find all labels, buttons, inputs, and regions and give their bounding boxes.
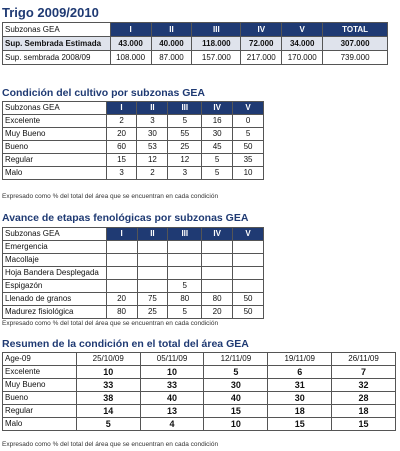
cell [137, 254, 168, 267]
cell: 5 [204, 366, 268, 379]
cell: 7 [332, 366, 396, 379]
cell: 10 [233, 167, 264, 180]
cell: 30 [202, 128, 233, 141]
note: Expresado como % del total del área que se encuentran en cada condición [2, 441, 219, 448]
cell: 14 [76, 405, 140, 418]
header-cell: IV [241, 23, 282, 37]
cell [233, 280, 264, 293]
cell: 31 [268, 379, 332, 392]
cell [137, 267, 168, 280]
header-cell: Age-09 [3, 353, 77, 366]
header-cell: III [168, 102, 202, 115]
cell: 60 [106, 141, 137, 154]
table-row [3, 37, 388, 51]
cell: 739.000 [323, 51, 388, 65]
row-label: Excelente [3, 115, 107, 128]
table-header-row [3, 102, 264, 115]
cell: 16 [202, 115, 233, 128]
cell: 170.000 [282, 51, 323, 65]
table-row [3, 405, 396, 418]
cell: 10 [76, 366, 140, 379]
table-row [3, 306, 264, 319]
table-row [3, 293, 264, 306]
row-label: Emergencia [3, 241, 107, 254]
row-label: Hoja Bandera Desplegada [3, 267, 107, 280]
cell: 80 [202, 293, 233, 306]
table-row [3, 379, 396, 392]
cell: 12 [137, 154, 168, 167]
cell: 5 [76, 418, 140, 431]
cell [233, 267, 264, 280]
cell: 3 [106, 167, 137, 180]
header-cell: I [106, 228, 137, 241]
header-cell: V [233, 102, 264, 115]
header-cell: Subzonas GEA [3, 228, 107, 241]
header-cell: III [168, 228, 202, 241]
cell [106, 280, 137, 293]
row-label: Regular [3, 154, 107, 167]
cell [106, 267, 137, 280]
row-label: Sup. sembrada 2008/09 [3, 51, 111, 65]
row-label: Macollaje [3, 254, 107, 267]
cell: 108.000 [110, 51, 151, 65]
cell: 10 [204, 418, 268, 431]
header-cell: 05/11/09 [140, 353, 204, 366]
cell [202, 280, 233, 293]
cell [137, 241, 168, 254]
table-row [3, 280, 264, 293]
cell: 13 [140, 405, 204, 418]
row-label: Llenado de granos [3, 293, 107, 306]
cell: 50 [233, 141, 264, 154]
cell: 55 [168, 128, 202, 141]
cell: 5 [202, 154, 233, 167]
cell: 87.000 [151, 51, 192, 65]
cell [168, 241, 202, 254]
cell: 18 [268, 405, 332, 418]
cell: 30 [137, 128, 168, 141]
cell: 3 [137, 115, 168, 128]
cell [137, 280, 168, 293]
cell [168, 267, 202, 280]
cell [106, 254, 137, 267]
cell: 217.000 [241, 51, 282, 65]
table-header-row [3, 353, 396, 366]
section-title-condicion: Condición del cultivo por subzonas GEA [2, 87, 206, 99]
cell: 80 [168, 293, 202, 306]
header-cell: I [110, 23, 151, 37]
table-row [3, 141, 264, 154]
header-cell: Subzonas GEA [3, 102, 107, 115]
table-row [3, 115, 264, 128]
cell: 35 [233, 154, 264, 167]
header-cell: IV [202, 228, 233, 241]
header-cell: 12/11/09 [204, 353, 268, 366]
cell [106, 241, 137, 254]
row-label: Bueno [3, 141, 107, 154]
table-row [3, 366, 396, 379]
row-label: Espigazón [3, 280, 107, 293]
table-fenologicas [2, 227, 264, 319]
cell: 5 [202, 167, 233, 180]
cell: 6 [268, 366, 332, 379]
table-row [3, 254, 264, 267]
header-cell: II [151, 23, 192, 37]
cell: 33 [140, 379, 204, 392]
cell: 5 [168, 115, 202, 128]
table-row [3, 167, 264, 180]
row-label: Malo [3, 167, 107, 180]
header-cell: II [137, 102, 168, 115]
cell: 15 [106, 154, 137, 167]
cell: 43.000 [110, 37, 151, 51]
row-label: Excelente [3, 366, 77, 379]
cell [233, 241, 264, 254]
cell: 0 [233, 115, 264, 128]
cell: 40.000 [151, 37, 192, 51]
table-header-row [3, 228, 264, 241]
header-cell: TOTAL [323, 23, 388, 37]
header-cell: 25/10/09 [76, 353, 140, 366]
row-label: Madurez fisiológica [3, 306, 107, 319]
section-title-resumen: Resumen de la condición en el total del área GEA [2, 338, 249, 350]
table-resumen [2, 352, 396, 431]
cell: 40 [140, 392, 204, 405]
header-cell: 26/11/09 [332, 353, 396, 366]
cell: 75 [137, 293, 168, 306]
cell: 30 [268, 392, 332, 405]
cell: 15 [204, 405, 268, 418]
cell: 72.000 [241, 37, 282, 51]
cell: 50 [233, 306, 264, 319]
cell: 5 [233, 128, 264, 141]
header-cell: III [192, 23, 241, 37]
cell: 3 [168, 167, 202, 180]
table-row [3, 241, 264, 254]
cell: 30 [204, 379, 268, 392]
header-cell: Subzonas GEA [3, 23, 111, 37]
cell: 53 [137, 141, 168, 154]
row-label: Bueno [3, 392, 77, 405]
cell: 20 [106, 293, 137, 306]
header-cell: IV [202, 102, 233, 115]
cell: 5 [168, 280, 202, 293]
cell: 32 [332, 379, 396, 392]
table-row [3, 128, 264, 141]
cell [202, 241, 233, 254]
header-cell: V [233, 228, 264, 241]
cell: 10 [140, 366, 204, 379]
page-title: Trigo 2009/2010 [2, 5, 99, 20]
section-title-fenologicas: Avance de etapas fenológicas por subzonas GEA [2, 212, 249, 224]
table-header-row [3, 23, 388, 37]
cell: 5 [168, 306, 202, 319]
header-cell: 19/11/09 [268, 353, 332, 366]
table-row [3, 51, 388, 65]
cell: 157.000 [192, 51, 241, 65]
cell: 15 [332, 418, 396, 431]
row-label: Regular [3, 405, 77, 418]
cell: 80 [106, 306, 137, 319]
cell: 18 [332, 405, 396, 418]
row-label: Malo [3, 418, 77, 431]
table-row [3, 267, 264, 280]
table-row [3, 392, 396, 405]
cell: 25 [168, 141, 202, 154]
note: Expresado como % del total del área que se encuentran en cada condición [2, 320, 219, 327]
cell: 28 [332, 392, 396, 405]
cell: 2 [137, 167, 168, 180]
cell [202, 267, 233, 280]
cell [168, 254, 202, 267]
cell: 40 [204, 392, 268, 405]
cell: 2 [106, 115, 137, 128]
cell: 12 [168, 154, 202, 167]
table-superficie [2, 22, 388, 65]
row-label: Muy Bueno [3, 379, 77, 392]
cell: 50 [233, 293, 264, 306]
cell: 20 [202, 306, 233, 319]
table-row [3, 418, 396, 431]
table-row [3, 154, 264, 167]
cell: 307.000 [323, 37, 388, 51]
cell: 20 [106, 128, 137, 141]
cell: 25 [137, 306, 168, 319]
cell: 45 [202, 141, 233, 154]
note: Expresado como % del total del área que se encuentran en cada condición [2, 193, 219, 200]
header-cell: II [137, 228, 168, 241]
header-cell: V [282, 23, 323, 37]
cell: 34.000 [282, 37, 323, 51]
header-cell: I [106, 102, 137, 115]
cell: 4 [140, 418, 204, 431]
row-label: Sup. Sembrada Estimada [3, 37, 111, 51]
cell: 15 [268, 418, 332, 431]
cell: 38 [76, 392, 140, 405]
cell [202, 254, 233, 267]
cell: 33 [76, 379, 140, 392]
cell [233, 254, 264, 267]
cell: 118.000 [192, 37, 241, 51]
row-label: Muy Bueno [3, 128, 107, 141]
table-condicion [2, 101, 264, 180]
